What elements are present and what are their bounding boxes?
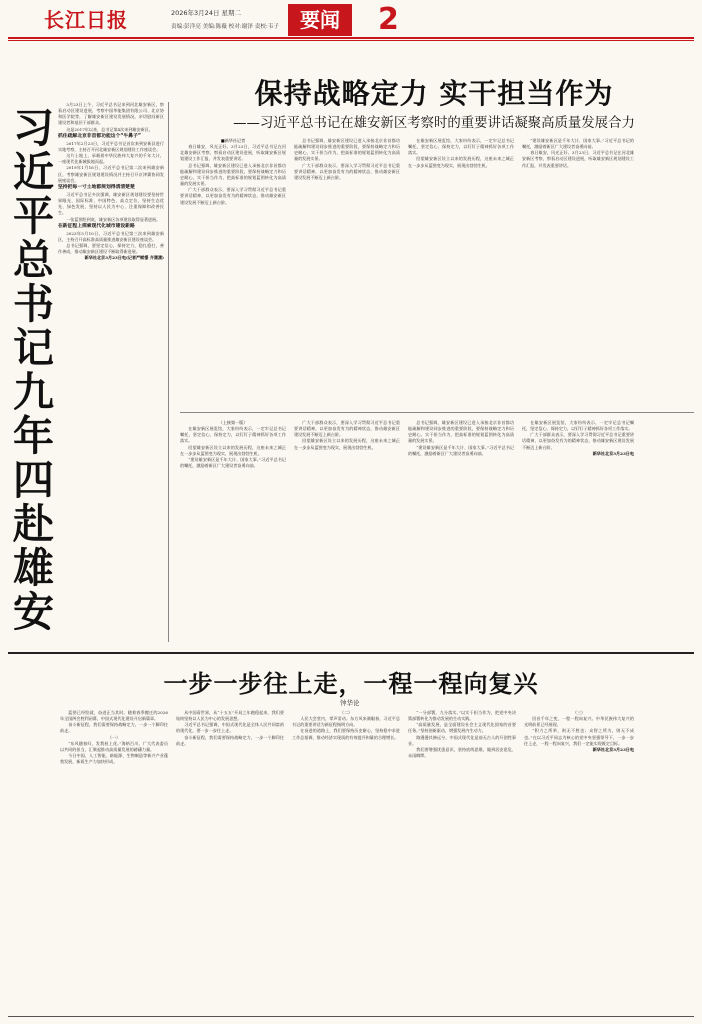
- column-divider: [168, 102, 169, 642]
- article-paragraph: 在雄安新区展览馆，大家纷纷表示，一定牢记总书记嘱托，坚定信心、保持定力，以钉钉子精神抓好各项工作落实。: [522, 420, 634, 432]
- editors-line: 责编:彭洋亮 美编:陈薇 校对:谢泽 责校:韦子: [171, 24, 279, 30]
- intro-subheading: 坚持把每一寸土地都规划得清清楚楚: [58, 184, 135, 190]
- article-paragraph: 回望雄安新区设立以来的发展历程，这座未来之城正在一步步从蓝图变为现实，展现出勃勃生机。: [180, 444, 286, 456]
- article-paragraph: “建设雄安新区是千年大计、国家大事。”习近平总书记的嘱托，激励着新区广大建设者奋勇向前。: [180, 456, 286, 469]
- sub-headline: ——习近平总书记在雄安新区考察时的重要讲话凝聚高质量发展合力: [233, 116, 635, 131]
- vertical-title: 习近平总书记九年四赴雄安: [6, 106, 54, 634]
- article-paragraph: 回望雄安新区设立以来的发展历程，这座未来之城正在一步步从蓝图变为现实，展现出勃勃生机。: [408, 156, 514, 168]
- commentary-paragraph: 奋斗新征程，我们需要保持战略定力，一步一个脚印往前走。: [60, 722, 168, 734]
- article-column: [522, 138, 634, 408]
- intro-paragraph: 2023年5月10日，习近平总书记第三次来到雄安新区，主持召开高标准高质量推进雄安新区建设座谈会。: [58, 230, 164, 242]
- commentary-column: [292, 710, 400, 1010]
- article-paragraph: 在雄安新区展览馆，大家纷纷表示，一定牢记总书记嘱托，坚定信心、保持定力，以钉钉子精神抓好各项工作落实。: [180, 426, 286, 444]
- commentary-paragraph: “积力之所举，则无不胜也；众智之所为，则无不成也。”在以习近平同志为核心的党中央坚强领导下，一步一步往上走，一程一程向复兴，我们一定能实现既定目标。: [524, 728, 634, 746]
- masthead: [0, 0, 702, 54]
- commentary-paragraph: 蓝图已经绘就，奋进正当其时。随着春季搬迁的2026年全国两会胜利闭幕，中国式现代化建设开启新篇章。: [60, 710, 168, 722]
- commentary-paragraph: 今日中国，人工智能、新能源、生物制造等新兴产业蓬勃发展，新质生产力加快形成。: [60, 753, 168, 765]
- commentary-column: [60, 710, 168, 1010]
- article-column: [408, 420, 514, 642]
- intro-paragraph: 这片土地上，承载着中华民族伟大复兴的千年大计，一座现代化新城拔地而起。: [58, 153, 164, 165]
- article-paragraph: 回望雄安新区设立以来的发展历程，这座未来之城正在一步步从蓝图变为现实，展现出勃勃生机。: [294, 438, 400, 450]
- intro-paragraph: 习近平总书记多次强调，雄安新区规划建设要坚持世界眼光、国际标准、中国特色、高点定位，坚持生态优先、绿色发展，坚持以人民为中心、注重保障和改善民生。: [58, 191, 164, 216]
- masthead-rule-thin: [8, 40, 694, 41]
- page-number: 2: [378, 2, 399, 37]
- commentary-paragraph: 从中国看世界，从“十五五”开局之年跑稳起来，我们要始终坚持以人民为中心的发展思想。: [176, 710, 284, 722]
- article-column: [522, 420, 634, 642]
- main-headline: 保持战略定力 实干担当作为: [254, 77, 614, 110]
- article-paragraph: 广大干部群众表示，要深入学习贯彻习近平总书记重要讲话精神，以更加奋发有为的精神状态，推动雄安新区建设发展不断迈上新台阶。: [522, 432, 634, 450]
- divider-author: 钟华论: [340, 699, 360, 707]
- intro-paragraph: 总书记强调，要坚定信心，保持定力，稳扎稳打，善作善成，推动雄安新区建设不断取得新进展。: [58, 242, 164, 255]
- commentary-signoff: 新华社北京3月23日电: [592, 746, 634, 752]
- article-paragraph: 广大干部群众表示，要深入学习贯彻习近平总书记重要讲话精神，以更加奋发有为的精神状态，推动雄安新区建设发展不断迈上新台阶。: [294, 420, 400, 438]
- commentary-paragraph: “东风随春归，发我枝上花。”海纳百川，广大代表委员以共同的担当，汇聚起推动高质量发展的磅礴力量。: [60, 740, 168, 752]
- article-subhead: （上接第一版）: [218, 420, 248, 425]
- intro-signoff: 新华社北京3月23日电(记者严赋憬 齐潇潇): [84, 255, 164, 261]
- commentary-paragraph: 在奋进的道路上，我们要保持历史耐心，坚持稳中求进工作总基调，推动经济实现质的有效提升和量的合理增长。: [292, 728, 400, 740]
- commentary-paragraph: “高质量发展，是全面建设社会主义现代化国家的首要任务。”坚持创新驱动，增强发展内生动力。: [408, 722, 516, 734]
- divider-rule: [8, 652, 694, 654]
- commentary-paragraph: 习近平总书记强调，中国式现代化是全体人民共同富裕的现代化，要一步一步往上走。: [176, 722, 284, 734]
- article-paragraph: 总书记强调，雄安新区建设已进入承接北京非首都功能疏解和建设同步推进的重要阶段，要保持战略定力和历史耐心，实干担当作为，把高标准的规划蓝图转化为高质量的发展实景。: [408, 420, 514, 444]
- article-paragraph: “建设雄安新区是千年大计、国家大事。”习近平总书记的嘱托，激励着新区广大建设者奋勇向前。: [408, 444, 514, 456]
- article-paragraph: 总书记强调，雄安新区建设已进入承接北京非首都功能疏解和建设同步推进的重要阶段，要保持战略定力和历史耐心，实干担当作为，把高标准的规划蓝图转化为高质量的发展实景。: [294, 138, 400, 162]
- article-paragraph: “建设雄安新区是千年大计、国家大事。”习近平总书记的嘱托，激励着新区广大建设者奋勇向前。: [522, 138, 634, 150]
- article-paragraph: 春日雄安，风光正好。3月23日，习近平总书记在河北雄安新区考察，察看启动区建设进展，听取雄安新区规划建设工作汇报，并发表重要讲话。: [522, 150, 634, 168]
- article-paragraph: 春日雄安，风光正好。3月23日，习近平总书记在河北雄安新区考察，察看启动区建设进展，听取雄安新区规划建设工作汇报，并发表重要讲话。: [180, 144, 286, 162]
- article-column: [408, 138, 514, 408]
- commentary-paragraph: 回首千年之变，一程一程向复兴。中华民族伟大复兴的光明前景已经展现。: [524, 716, 634, 728]
- commentary-column: [408, 710, 516, 1010]
- article-paragraph: 总书记强调，雄安新区建设已进入承接北京非首都功能疏解和建设同步推进的重要阶段，要保持战略定力和历史耐心，实干担当作为，把高标准的规划蓝图转化为高质量的发展实景。: [180, 162, 286, 187]
- intro-paragraph: 一张蓝图绘到底，雄安新区各项建设取得显著进展。: [66, 216, 161, 222]
- commentary-section-number: （三）: [572, 710, 586, 715]
- section-rule: [180, 412, 694, 413]
- commentary-column: [524, 710, 634, 1010]
- intro-paragraph: 2019年1月16日，习近平总书记第二次来到雄安新区，考察雄安新区规划建设情况并主持召开京津冀协同发展座谈会。: [58, 165, 164, 183]
- commentary-paragraph: 奋斗新征程，我们需要保持战略定力，一步一个脚印往前走。: [176, 734, 284, 746]
- intro-column: [58, 102, 164, 642]
- footer-rule: [8, 1016, 694, 1017]
- intro-paragraph: 这是2017年以来，总书记第4次来到雄安新区。: [66, 126, 153, 132]
- date-line: 2026年3月24日 星期二: [171, 9, 242, 17]
- divider-title: 一步一步往上走，一程一程向复兴: [163, 670, 539, 698]
- article-column: [180, 138, 286, 408]
- commentary-column: [176, 710, 284, 1010]
- article-paragraph: 在雄安新区展览馆，大家纷纷表示，一定牢记总书记嘱托，坚定信心、保持定力，以钉钉子精神抓好各项工作落实。: [408, 138, 514, 156]
- article-column: [294, 420, 400, 642]
- intro-paragraph: 3月23日上午，习近平总书记来到河北雄安新区，察看启动区建设进展，考察中国华能集团有限公司、北京协和医学院等，了解雄安新区建设发展情况，亲切慰问新区建设者和基层干部群众。: [58, 102, 164, 126]
- article-paragraph: 广大干部群众表示，要深入学习贯彻习近平总书记重要讲话精神，以更加奋发有为的精神状态，推动雄安新区建设发展不断迈上新台阶。: [294, 162, 400, 180]
- masthead-rule: [8, 37, 694, 39]
- article-signoff: 新华社北京3月23日电: [592, 450, 634, 456]
- commentary-section-number: （一）: [107, 734, 121, 740]
- newspaper-logo: 长江日报: [44, 8, 128, 32]
- section-label: 要闻: [288, 4, 352, 36]
- commentary-paragraph: “一分部署，九分落实。”以实干担当作为，把党中央决策部署转化为推动发展的生动实践。: [408, 710, 516, 722]
- article-dateline: ■新华社记者: [220, 138, 246, 143]
- intro-subheading: 在新征程上探索现代化城市建设新路: [58, 223, 135, 229]
- intro-paragraph: 2017年2月23日，习近平总书记首次来到安新县进行实地考察，主持召开河北雄安新区规划建设工作座谈会。: [58, 140, 164, 152]
- commentary-paragraph: 人民大会堂内，掌声雷动。东方风来满眼春，习近平总书记的重要讲话为新征程指明方向。: [292, 716, 400, 728]
- commentary-section-number: （二）: [339, 710, 353, 715]
- commentary-paragraph: 路漫漫其修远兮，中国式现代化是前无古人的开创性事业。: [408, 734, 516, 746]
- intro-subheading: 抓住疏解北京非首都功能这个“牛鼻子”: [58, 133, 142, 139]
- article-column: [180, 420, 286, 642]
- article-paragraph: 广大干部群众表示，要深入学习贯彻习近平总书记重要讲话精神，以更加奋发有为的精神状态，推动雄安新区建设发展不断迈上新台阶。: [180, 187, 286, 205]
- commentary-paragraph: 我们要增强忧患意识，坚持底线思维，做到居安思危、未雨绸缪。: [408, 746, 516, 759]
- article-column: [294, 138, 400, 408]
